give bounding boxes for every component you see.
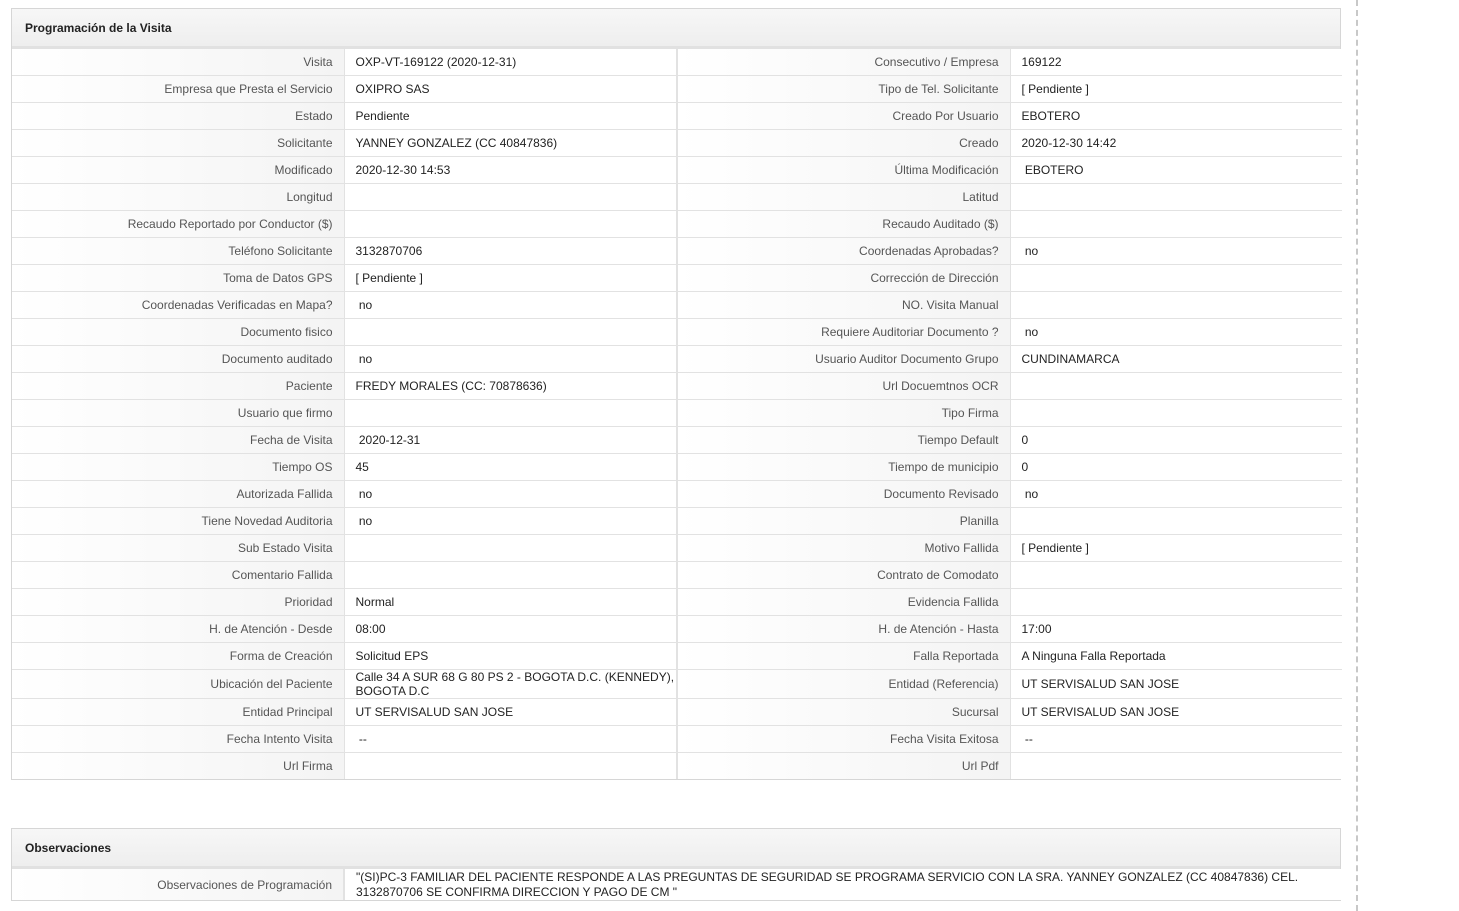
field-value bbox=[1010, 373, 1342, 400]
field-label: Tiene Novedad Auditoria bbox=[12, 508, 344, 535]
field-value: Solicitud EPS bbox=[344, 643, 677, 670]
field-label: Documento fisico bbox=[12, 319, 344, 346]
field-label: Documento Revisado bbox=[677, 481, 1010, 508]
detail-row bbox=[12, 373, 1342, 400]
field-label: Entidad Principal bbox=[12, 699, 344, 726]
page-divider bbox=[1356, 0, 1358, 911]
field-value bbox=[1010, 562, 1342, 589]
field-value bbox=[1010, 589, 1342, 616]
field-label: Forma de Creación bbox=[12, 643, 344, 670]
detail-row bbox=[12, 670, 1342, 699]
detail-row bbox=[12, 753, 1342, 780]
detail-row bbox=[12, 562, 1342, 589]
field-label: Ubicación del Paciente bbox=[12, 670, 344, 699]
field-value: OXIPRO SAS bbox=[344, 76, 677, 103]
field-label: Fecha de Visita bbox=[12, 427, 344, 454]
field-value bbox=[344, 753, 677, 780]
field-label: Comentario Fallida bbox=[12, 562, 344, 589]
field-value bbox=[344, 211, 677, 238]
field-label: Planilla bbox=[677, 508, 1010, 535]
field-label: Recaudo Auditado ($) bbox=[677, 211, 1010, 238]
field-value: 169122 bbox=[1010, 49, 1342, 76]
field-value: FREDY MORALES (CC: 70878636) bbox=[344, 373, 677, 400]
field-label: Estado bbox=[12, 103, 344, 130]
field-label: Autorizada Fallida bbox=[12, 481, 344, 508]
field-value: 45 bbox=[344, 454, 677, 481]
field-value bbox=[1010, 400, 1342, 427]
field-label: Coordenadas Aprobadas? bbox=[677, 238, 1010, 265]
field-label: Url Docuemtnos OCR bbox=[677, 373, 1010, 400]
detail-row bbox=[12, 76, 1342, 103]
field-label: Paciente bbox=[12, 373, 344, 400]
field-label: Tiempo OS bbox=[12, 454, 344, 481]
field-value: 2020-12-31 bbox=[344, 427, 677, 454]
field-value bbox=[1010, 265, 1342, 292]
observations-table bbox=[12, 869, 1342, 900]
field-label: Consecutivo / Empresa bbox=[677, 49, 1010, 76]
field-value: UT SERVISALUD SAN JOSE bbox=[1010, 670, 1342, 699]
field-label: H. de Atención - Hasta bbox=[677, 616, 1010, 643]
field-label: Url Firma bbox=[12, 753, 344, 780]
field-label: Url Pdf bbox=[677, 753, 1010, 780]
field-label: Solicitante bbox=[12, 130, 344, 157]
detail-row bbox=[12, 130, 1342, 157]
field-value: UT SERVISALUD SAN JOSE bbox=[344, 699, 677, 726]
field-value bbox=[1010, 292, 1342, 319]
detail-row bbox=[12, 103, 1342, 130]
field-label: Observaciones de Programación bbox=[12, 869, 344, 900]
observations-row bbox=[12, 869, 1342, 900]
field-label: Tipo de Tel. Solicitante bbox=[677, 76, 1010, 103]
field-value bbox=[1010, 211, 1342, 238]
detail-row bbox=[12, 49, 1342, 76]
field-label: Toma de Datos GPS bbox=[12, 265, 344, 292]
field-label: Sucursal bbox=[677, 699, 1010, 726]
field-label: Latitud bbox=[677, 184, 1010, 211]
field-value: YANNEY GONZALEZ (CC 40847836) bbox=[344, 130, 677, 157]
field-value bbox=[344, 535, 677, 562]
detail-row bbox=[12, 616, 1342, 643]
detail-row bbox=[12, 427, 1342, 454]
observations-panel bbox=[11, 828, 1341, 901]
field-value: 3132870706 bbox=[344, 238, 677, 265]
field-label: Tiempo de municipio bbox=[677, 454, 1010, 481]
detail-row bbox=[12, 157, 1342, 184]
field-label: Requiere Auditoriar Documento ? bbox=[677, 319, 1010, 346]
field-label: Visita bbox=[12, 49, 344, 76]
field-label: Usuario que firmo bbox=[12, 400, 344, 427]
visit-programming-title: Programación de la Visita bbox=[12, 9, 1340, 49]
detail-row bbox=[12, 699, 1342, 726]
field-label: Contrato de Comodato bbox=[677, 562, 1010, 589]
detail-row bbox=[12, 454, 1342, 481]
field-value: CUNDINAMARCA bbox=[1010, 346, 1342, 373]
field-label: Documento auditado bbox=[12, 346, 344, 373]
field-value: [ Pendiente ] bbox=[1010, 76, 1342, 103]
field-value: Calle 34 A SUR 68 G 80 PS 2 - BOGOTA D.C. (KENNEDY), BOGOTA D.C bbox=[344, 670, 677, 699]
field-value bbox=[1010, 508, 1342, 535]
field-value bbox=[344, 400, 677, 427]
field-value: OXP-VT-169122 (2020-12-31) bbox=[344, 49, 677, 76]
field-label: Prioridad bbox=[12, 589, 344, 616]
field-label: Usuario Auditor Documento Grupo bbox=[677, 346, 1010, 373]
detail-row bbox=[12, 238, 1342, 265]
field-value bbox=[344, 562, 677, 589]
field-value: no bbox=[344, 508, 677, 535]
field-label: NO. Visita Manual bbox=[677, 292, 1010, 319]
field-value: [ Pendiente ] bbox=[344, 265, 677, 292]
detail-row bbox=[12, 508, 1342, 535]
field-label: H. de Atención - Desde bbox=[12, 616, 344, 643]
field-label: Tiempo Default bbox=[677, 427, 1010, 454]
field-value: 0 bbox=[1010, 427, 1342, 454]
field-value: 0 bbox=[1010, 454, 1342, 481]
field-value: no bbox=[344, 481, 677, 508]
field-value: 2020-12-30 14:53 bbox=[344, 157, 677, 184]
field-value bbox=[344, 869, 1342, 900]
field-value: Normal bbox=[344, 589, 677, 616]
field-label: Entidad (Referencia) bbox=[677, 670, 1010, 699]
field-label: Longitud bbox=[12, 184, 344, 211]
visit-details-table bbox=[12, 49, 1342, 779]
field-label: Fecha Visita Exitosa bbox=[677, 726, 1010, 753]
field-value: A Ninguna Falla Reportada bbox=[1010, 643, 1342, 670]
detail-row bbox=[12, 211, 1342, 238]
field-value: -- bbox=[344, 726, 677, 753]
field-value: no bbox=[1010, 238, 1342, 265]
field-value: UT SERVISALUD SAN JOSE bbox=[1010, 699, 1342, 726]
detail-row bbox=[12, 400, 1342, 427]
detail-row bbox=[12, 481, 1342, 508]
field-label: Fecha Intento Visita bbox=[12, 726, 344, 753]
field-label: Coordenadas Verificadas en Mapa? bbox=[12, 292, 344, 319]
field-value: no bbox=[344, 346, 677, 373]
field-value: EBOTERO bbox=[1010, 157, 1342, 184]
field-value: 2020-12-30 14:42 bbox=[1010, 130, 1342, 157]
field-value bbox=[1010, 753, 1342, 780]
field-label: Corrección de Dirección bbox=[677, 265, 1010, 292]
field-value: 17:00 bbox=[1010, 616, 1342, 643]
field-value: no bbox=[344, 292, 677, 319]
field-value bbox=[344, 319, 677, 346]
detail-row bbox=[12, 535, 1342, 562]
detail-row bbox=[12, 184, 1342, 211]
field-value: [ Pendiente ] bbox=[1010, 535, 1342, 562]
detail-row bbox=[12, 643, 1342, 670]
field-label: Falla Reportada bbox=[677, 643, 1010, 670]
detail-row bbox=[12, 589, 1342, 616]
detail-row bbox=[12, 346, 1342, 373]
field-label: Empresa que Presta el Servicio bbox=[12, 76, 344, 103]
field-value: -- bbox=[1010, 726, 1342, 753]
field-value: 08:00 bbox=[344, 616, 677, 643]
field-label: Creado Por Usuario bbox=[677, 103, 1010, 130]
field-value: Pendiente bbox=[344, 103, 677, 130]
field-value bbox=[1010, 184, 1342, 211]
detail-row bbox=[12, 319, 1342, 346]
field-label: Motivo Fallida bbox=[677, 535, 1010, 562]
field-value: no bbox=[1010, 481, 1342, 508]
field-label: Última Modificación bbox=[677, 157, 1010, 184]
field-label: Sub Estado Visita bbox=[12, 535, 344, 562]
observations-text: "(SI)PC-3 FAMILIAR DEL PACIENTE RESPONDE A LAS PREGUNTAS DE SEGURIDAD SE PROGRAMA SERVICIO CON LA SRA. YANNEY GONZALEZ (CC 40847836) CEL. 3132870706 SE CONFIRMA DIRECCION Y PAGO DE CM " bbox=[356, 869, 1299, 899]
visit-programming-panel bbox=[11, 8, 1341, 780]
field-value: EBOTERO bbox=[1010, 103, 1342, 130]
field-value: no bbox=[1010, 319, 1342, 346]
detail-row bbox=[12, 726, 1342, 753]
field-label: Evidencia Fallida bbox=[677, 589, 1010, 616]
field-label: Creado bbox=[677, 130, 1010, 157]
field-label: Recaudo Reportado por Conductor ($) bbox=[12, 211, 344, 238]
field-value bbox=[344, 184, 677, 211]
observations-title: Observaciones bbox=[12, 829, 1340, 869]
field-label: Tipo Firma bbox=[677, 400, 1010, 427]
field-label: Modificado bbox=[12, 157, 344, 184]
detail-row bbox=[12, 292, 1342, 319]
field-label: Teléfono Solicitante bbox=[12, 238, 344, 265]
detail-row bbox=[12, 265, 1342, 292]
